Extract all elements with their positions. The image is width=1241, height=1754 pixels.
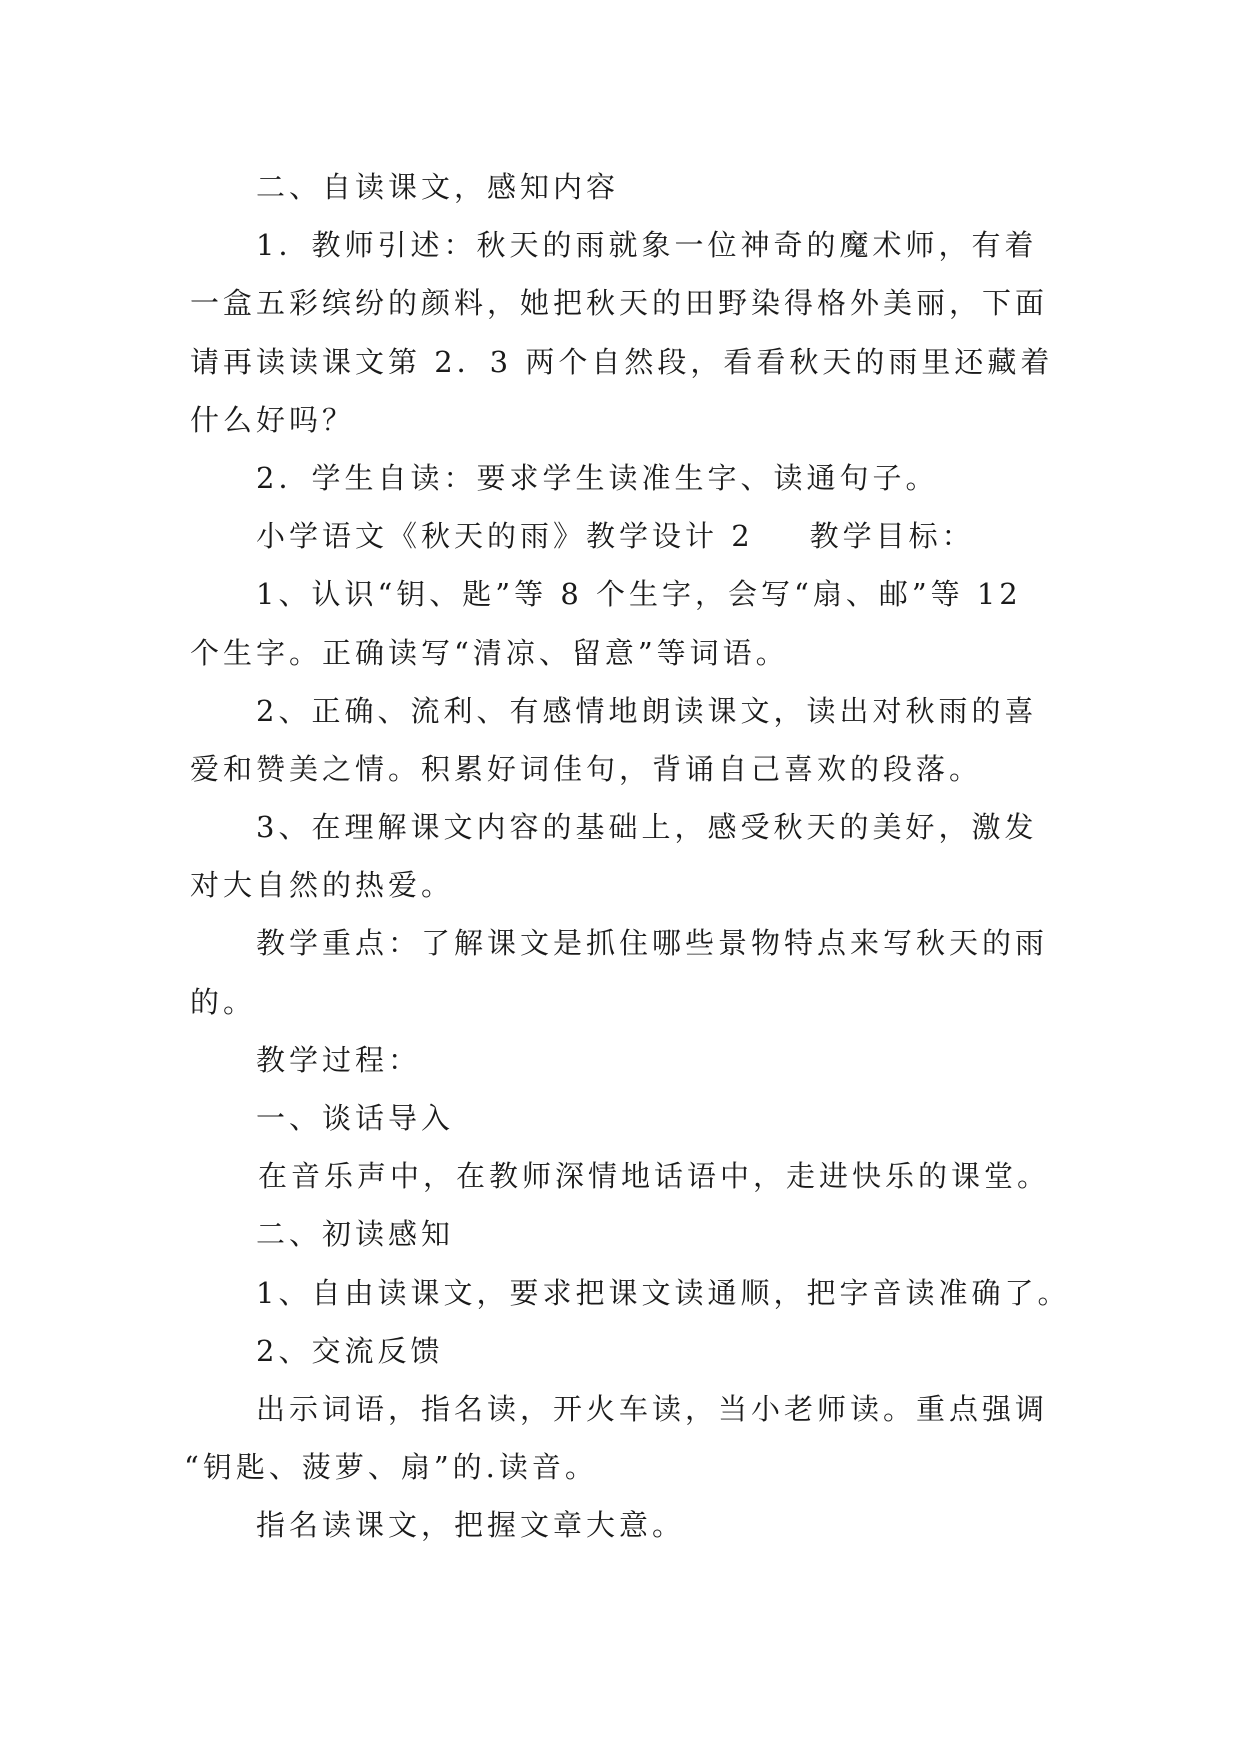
paragraph-line: 2．学生自读：要求学生读准生字、读通句子。: [256, 460, 939, 495]
paragraph-line: 2、正确、流利、有感情地朗读课文，读出对秋雨的喜: [256, 693, 1038, 728]
paragraph-line: 2、交流反馈: [256, 1333, 444, 1368]
paragraph-line: 一盒五彩缤纷的颜料，她把秋天的田野染得格外美丽，下面: [190, 286, 1049, 321]
paragraph-line: 请再读读课文第 2．3 两个自然段，看看秋天的雨里还藏着: [190, 344, 1054, 379]
document-title-line: [190, 507, 1050, 565]
paragraph-line: 的。: [190, 984, 257, 1019]
section-heading: 二、初读感知: [256, 1217, 455, 1252]
paragraph-line: 1、自由读课文，要求把课文读通顺，把字音读准确了。: [256, 1275, 1071, 1310]
paragraph-line: 什么好吗？: [190, 402, 356, 437]
paragraph-line: 爱和赞美之情。积累好词佳句，背诵自己喜欢的段落。: [190, 751, 983, 786]
paragraph-line: 指名读课文，把握文章大意。: [256, 1508, 686, 1543]
section-heading: 一、谈话导入: [256, 1101, 455, 1135]
paragraph-line: 对大自然的热爱。: [190, 868, 455, 903]
section-heading: 教学过程：: [256, 1042, 422, 1077]
section-heading: 二、自读课文，感知内容: [256, 170, 620, 204]
document-body: [184, 158, 1071, 1555]
paragraph-line: 3、在理解课文内容的基础上，感受秋天的美好，激发: [256, 810, 1038, 845]
paragraph-line: 1、认识“钥、匙”等 8 个生字，会写“扇、邮”等 12: [256, 577, 1022, 612]
paragraph-line: 个生字。正确读写“清凉、留意”等词语。: [190, 635, 789, 670]
paragraph-line: “钥匙、菠萝、扇”的.读音。: [184, 1450, 598, 1485]
paragraph-line: 出示词语，指名读，开火车读，当小老师读。重点强调: [256, 1391, 1049, 1426]
paragraph-line: 在音乐声中，在教师深情地话语中，走进快乐的课堂。: [258, 1159, 1051, 1194]
document-title: 小学语文《秋天的雨》教学设计 2: [256, 519, 754, 554]
paragraph-line: 教学重点：了解课文是抓住哪些景物特点来写秋天的雨: [256, 926, 1049, 961]
paragraph-line: 1．教师引述：秋天的雨就象一位神奇的魔术师，有着: [256, 228, 1038, 263]
section-label: 教学目标：: [809, 519, 975, 554]
